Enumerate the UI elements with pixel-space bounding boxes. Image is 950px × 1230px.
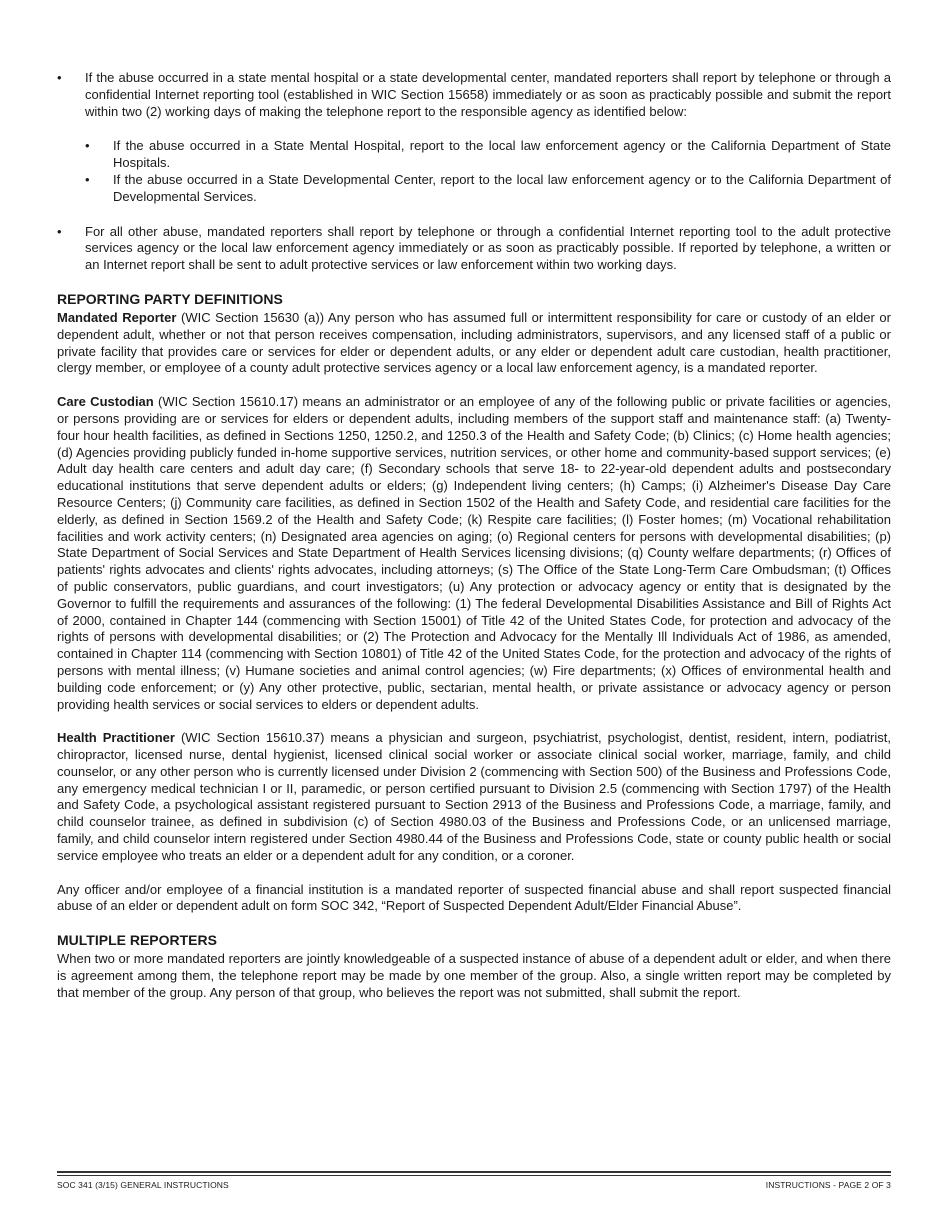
form-identifier: SOC 341 (3/15) GENERAL INSTRUCTIONS: [57, 1180, 229, 1190]
definition-text: (WIC Section 15610.17) means an administrator or an employee of any of the following public or private facilities or agencies, or persons providing are or services for elders or dependent adults, including members of the support staff and maintenance staff: (a) Twenty-four hour health facilities, as defined in Sections 1250, 1250.2, and 1250.3 of the Health and Safety Code; (b) Clinics; (c) Home health agencies; (d) Agencies providing publicly funded in-home supportive services, nutrition services, or other home and community-based support services; (e) Adult day health care centers and adult day care; (f) Secondary schools that serve 18- to 22-year-old dependent adults and postsecondary educational institutions that serve dependent adults or elders; (g) Independent living centers; (h) Camps; (i) Alzheimer's Disease Day Care Resource Centers; (j) Community care facilities, as defined in Section 1502 of the Health and Safety Code, and residential care facilities for the elderly, as defined in Section 1569.2 of the Health and Safety Code; (k) Respite care facilities; (l) Foster homes; (m) Vocational rehabilitation facilities and work activity centers; (n) Designated area agencies on aging; (o) Regional centers for persons with developmental disabilities; (p) State Department of Social Services and State Department of Health Services licensing divisions; (q) County welfare departments; (r) Offices of patients' rights advocates and clients' rights advocates, including attorneys; (s) The Office of the State Long-Term Care Ombudsman; (t) Offices of public conservators, public guardians, and court investigators; (u) Any protection or advocacy agency or entity that is designated by the Governor to fulfill the requirements and assurances of the following: (1) The federal Developmental Disabilities Assistance and Bill of Rights Act of 2000, contained in Chapter 144 (commencing with Section 15001) of Title 42 of the United States Code, for protection and advocacy of the rights of persons with developmental disabilities; or (2) The Protection and Advocacy for the Mentally Ill Individuals Act of 1986, as amended, contained in Chapter 114 (commencing with Section 10801) of Title 42 of the United States Code, for the protection and advocacy of the rights of persons with mental illness; (v) Humane societies and animal control agencies; (w) Fire departments; (x) Offices of environmental health and building code enforcement; or (y) Any other protective, public, sectarian, mental health, or private assistance or advocacy agency or person providing health services or social services to elders or dependent adults.: [57, 394, 891, 712]
section-heading-multiple-reporters: MULTIPLE REPORTERS: [57, 932, 217, 949]
multiple-reporters-paragraph: When two or more mandated reporters are jointly knowledgeable of a suspected instance of abuse of a dependent adult or elder, and when there is agreement among them, the telephone report may be made by one member of the group. Also, a single written report may be completed by that member of the group. Any person of that group, who believes the report was not submitted, shall submit the report.: [57, 951, 891, 1000]
document-body: [57, 70, 891, 1002]
page-footer: [57, 1171, 891, 1190]
definition-mandated-reporter: [57, 310, 891, 377]
sub-bullet-developmental-center: • If the abuse occurred in a State Developmental Center, report to the local law enforcement agency or to the California Department of Developmental Services.: [85, 172, 891, 206]
section-heading-definitions: REPORTING PARTY DEFINITIONS: [57, 290, 283, 307]
bullet-text: If the abuse occurred in a state mental hospital or a state developmental center, mandated reporters shall report by telephone or through a confidential Internet reporting tool (established in WIC Section 15658) immediately or as soon as practicably possible and submit the report within two (2) working days of making the telephone report to the responsible agency as identified below:: [85, 70, 891, 119]
definition-health-practitioner: [57, 730, 891, 864]
definition-text: (WIC Section 15630 (a)) Any person who has assumed full or intermittent responsibility for care or custody of an elder or dependent adult, whether or not that person receives compensation, including administrators, supervisors, and any licensed staff of a public or private facility that provides care or services for elder or dependent adults, or any elder or dependent adult care custodian, health practitioner, clergy member, or employee of a county adult protective services agency or a local law enforcement agency, is a mandated reporter.: [57, 309, 891, 376]
financial-institution-paragraph: Any officer and/or employee of a financial institution is a mandated reporter of suspected financial abuse and shall report suspected financial abuse of an elder or dependent adult on form SOC 342, “Report of Suspected Dependent Adult/Elder Financial Abuse”.: [57, 881, 891, 914]
term-label: Health Practitioner: [57, 730, 175, 746]
bullet-other-abuse: • For all other abuse, mandated reporters shall report by telephone or through a confidential Internet reporting tool to the adult protective services agency or the local law enforcement agency immediately or as soon as practicably possible. If reported by telephone, a written or an Internet report shall be sent to adult protective services or law enforcement within two working days.: [57, 224, 891, 274]
sub-bullet-list: [85, 138, 891, 205]
footer-row: [57, 1175, 891, 1190]
definition-text: (WIC Section 15610.37) means a physician and surgeon, psychiatrist, psychologist, dentist, resident, intern, podiatrist, chiropractor, licensed nurse, dental hygienist, licensed clinical social worker or associate clinical social worker, marriage, family, and child counselor, or any other person who is currently licensed under Division 2 (commencing with Section 500) of the Business and Professions Code, any emergency medical technician I or II, paramedic, or person certified pursuant to Division 2.5 (commencing with Section 1797) of the Health and Safety Code, a psychological assistant registered pursuant to Section 2913 of the Business and Professions Code, a marriage, family, and child counselor trainee, as defined in subdivision (c) of Section 4980.03 of the Business and Professions Code, or an unlicensed marriage, family, and child counselor intern registered under Section 4980.44 of the Business and Professions Code, state or county public health or social service employee who treats an elder or a dependent adult for any condition, or a coroner.: [57, 730, 891, 863]
term-label: Care Custodian: [57, 394, 154, 410]
bullet-state-facilities: [57, 70, 891, 206]
definition-care-custodian: [57, 394, 891, 713]
sub-bullet-mental-hospital: • If the abuse occurred in a State Mental Hospital, report to the local law enforcement agency or the California Department of State Hospitals.: [85, 138, 891, 172]
intro-bullet-list: [57, 70, 891, 274]
page-number: INSTRUCTIONS - PAGE 2 OF 3: [765, 1180, 891, 1190]
term-label: Mandated Reporter: [57, 309, 177, 325]
